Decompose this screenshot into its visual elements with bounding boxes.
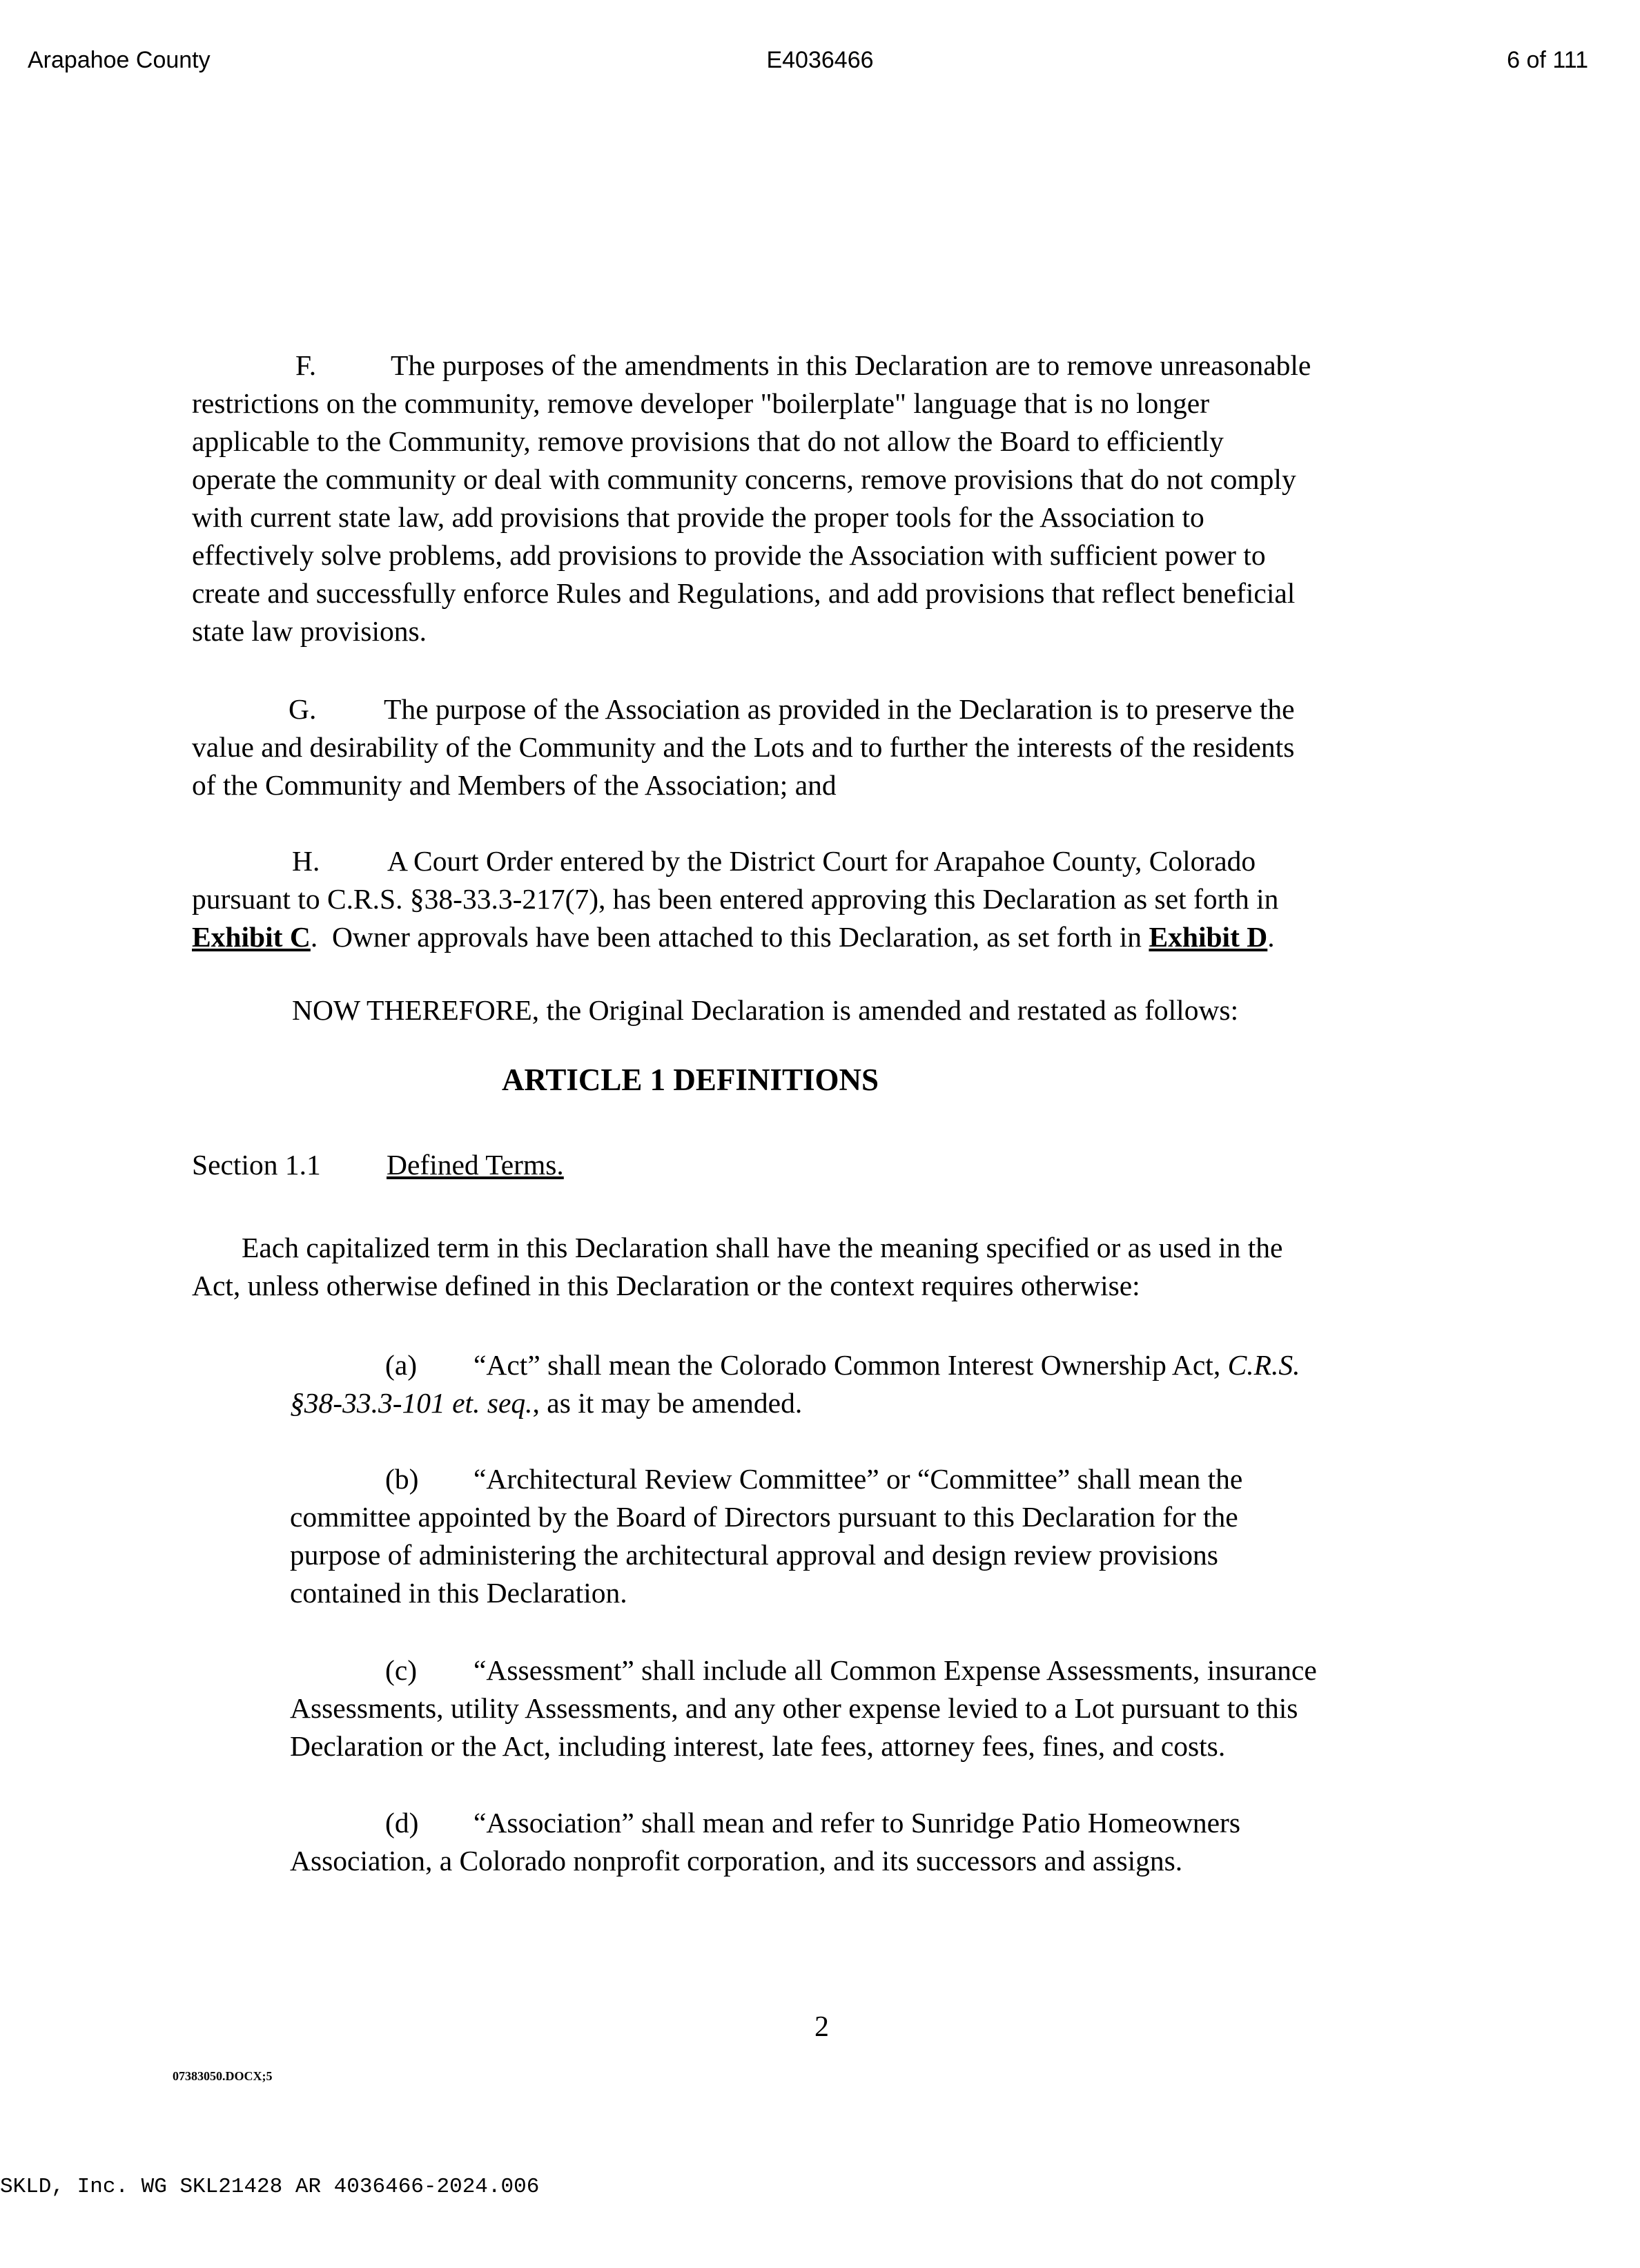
- definition-d-label: (d): [385, 1807, 419, 1839]
- paragraph-h-end: .: [1267, 921, 1275, 953]
- definition-a-citation: §38-33.3-101 et. seq.: [290, 1387, 533, 1419]
- paragraph-f-line: effectively solve problems, add provisions to provide the Association with sufficient power to: [192, 539, 1266, 571]
- paragraph-f-label: F.: [295, 349, 317, 381]
- definitions-intro: [192, 1229, 1448, 1305]
- paragraph-f-line: create and successfully enforce Rules and Regulations, and add provisions that reflect beneficial: [192, 577, 1296, 609]
- paragraph-g: [192, 690, 1448, 804]
- paragraph-g-line: value and desirability of the Community and the Lots and to further the interests of the residents: [192, 731, 1295, 763]
- definition-a-citation: C.R.S.: [1227, 1349, 1300, 1381]
- definition-a-label: (a): [385, 1349, 418, 1381]
- article-heading: ARTICLE 1 DEFINITIONS: [501, 1063, 879, 1097]
- paragraph-h-line: A Court Order entered by the District Court for Arapahoe County, Colorado: [387, 845, 1256, 877]
- paragraph-h-text: . Owner approvals have been attached to this Declaration, as set forth in: [310, 921, 1149, 953]
- paragraph-f-line: state law provisions.: [192, 615, 427, 647]
- definitions-intro-line: Act, unless otherwise defined in this Declaration or the context requires otherwise:: [192, 1270, 1140, 1301]
- definition-a: [290, 1346, 1449, 1422]
- definition-b-label: (b): [385, 1463, 419, 1495]
- definition-b-line: contained in this Declaration.: [290, 1577, 627, 1609]
- section-label: Section 1.1: [192, 1149, 321, 1181]
- definition-c-line: Declaration or the Act, including interest, late fees, attorney fees, fines, and costs.: [290, 1730, 1226, 1762]
- paragraph-g-label: G.: [289, 693, 317, 725]
- definition-a-text: “Act” shall mean the Colorado Common Interest Ownership Act,: [474, 1349, 1228, 1381]
- paragraph-f-line: applicable to the Community, remove provisions that do not allow the Board to efficiently: [192, 425, 1224, 457]
- definition-b: [290, 1460, 1449, 1612]
- paragraph-f: [192, 347, 1448, 650]
- document-id: 07383050.DOCX;5: [173, 2069, 273, 2083]
- section-title: Defined Terms.: [387, 1149, 564, 1181]
- definition-b-line: purpose of administering the architectural approval and design review provisions: [290, 1539, 1218, 1571]
- definition-d: [290, 1804, 1449, 1880]
- definition-c-label: (c): [385, 1654, 418, 1686]
- section-heading: [192, 1146, 564, 1184]
- definition-d-line: Association, a Colorado nonprofit corporation, and its successors and assigns.: [290, 1845, 1183, 1877]
- definition-b-line: committee appointed by the Board of Directors pursuant to this Declaration for the: [290, 1501, 1238, 1533]
- paragraph-f-line: with current state law, add provisions that provide the proper tools for the Association to: [192, 501, 1204, 533]
- header-reception-number: E4036466: [766, 47, 874, 73]
- definition-c: [290, 1651, 1449, 1765]
- definitions-intro-line: Each capitalized term in this Declaration shall have the meaning specified or as used in the: [242, 1232, 1283, 1263]
- page-number: 2: [814, 2011, 829, 2043]
- recording-stamp: SKLD, Inc. WG SKL21428 AR 4036466-2024.006: [0, 2175, 540, 2199]
- definition-c-line: “Assessment” shall include all Common Expense Assessments, insurance: [474, 1654, 1317, 1686]
- paragraph-f-line: restrictions on the community, remove developer "boilerplate" language that is no longer: [192, 387, 1210, 419]
- definition-c-line: Assessments, utility Assessments, and any other expense levied to a Lot pursuant to this: [290, 1692, 1298, 1724]
- definition-a-text: , as it may be amended.: [532, 1387, 803, 1419]
- paragraph-f-line: The purposes of the amendments in this Declaration are to remove unreasonable: [391, 349, 1311, 381]
- definition-d-line: “Association” shall mean and refer to Sunridge Patio Homeowners: [474, 1807, 1240, 1839]
- definition-b-line: “Architectural Review Committee” or “Committee” shall mean the: [474, 1463, 1243, 1495]
- paragraph-f-line: operate the community or deal with community concerns, remove provisions that do not comply: [192, 463, 1296, 495]
- now-therefore-statement: NOW THEREFORE, the Original Declaration is amended and restated as follows:: [292, 994, 1239, 1026]
- paragraph-g-line: of the Community and Members of the Association; and: [192, 769, 837, 801]
- exhibit-d-reference: Exhibit D: [1149, 921, 1268, 953]
- paragraph-h-label: H.: [292, 845, 320, 877]
- paragraph-h-line: pursuant to C.R.S. §38-33.3-217(7), has been entered approving this Declaration as set forth in: [192, 883, 1279, 915]
- paragraph-g-line: The purpose of the Association as provided in the Declaration is to preserve the: [384, 693, 1295, 725]
- exhibit-c-reference: Exhibit C: [192, 921, 311, 953]
- header-county: Arapahoe County: [28, 47, 211, 73]
- header-page-count: 6 of 111: [1507, 47, 1588, 73]
- paragraph-h: [192, 842, 1448, 956]
